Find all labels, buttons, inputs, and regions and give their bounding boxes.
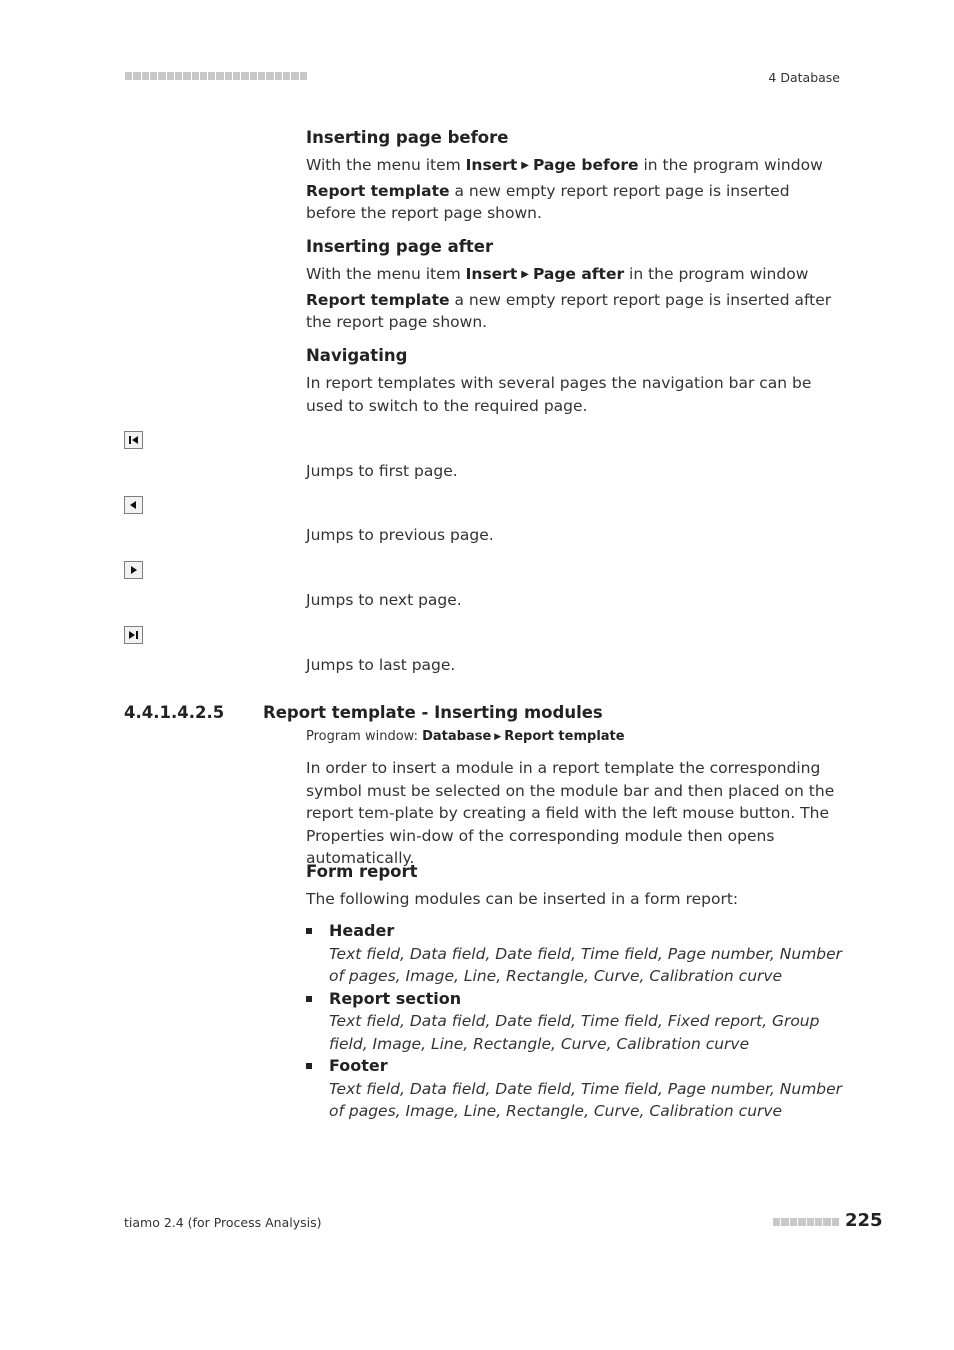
previous-page-icon [124,496,143,514]
bullet-icon [306,928,312,934]
heading-inserting-page-after: Inserting page after [306,237,494,256]
last-page-description: Jumps to last page. [306,656,456,674]
footer-decoration [773,1218,839,1226]
header-decoration [125,72,307,80]
last-page-icon [124,626,143,644]
first-page-description: Jumps to first page. [306,462,458,480]
first-page-icon [124,431,143,449]
list-item: Footer Text field, Data field, Date field, Time field, Page number, Number of pages, Image, Line, Rectangle, Curve, Calibration curve [306,1055,846,1123]
heading-inserting-page-before: Inserting page before [306,128,509,147]
heading-navigating: Navigating [306,346,408,365]
bullet-icon [306,996,312,1002]
section-number: 4.4.1.4.2.5 [124,703,225,722]
module-list [306,920,846,1123]
paragraph-inserting-page-before: With the menu item Insert ▶ Page before in the program window Report template a new empty report report page is inserted before the report page shown. [306,156,823,222]
form-report-text: The following modules can be inserted in a form report: [306,890,739,908]
next-page-description: Jumps to next page. [306,591,462,609]
section-title: Report template - Inserting modules [263,703,603,722]
paragraph-navigating: In report templates with several pages the navigation bar can be used to switch to the required page. [306,374,812,415]
chapter-title: 4 Database [768,70,840,85]
bullet-icon [306,1063,312,1069]
footer-product: tiamo 2.4 (for Process Analysis) [124,1215,322,1230]
paragraph-inserting-page-after: With the menu item Insert ▶ Page after in the program window Report template a new empty report report page is inserted after the report page shown. [306,265,832,331]
intro-paragraph: In order to insert a module in a report template the corresponding symbol must be selected on the module bar and then placed on the report tem-plate by creating a field with the left mouse button. The Properties win-dow of the corresponding module then opens automatically. [306,759,835,867]
list-item: Report section Text field, Data field, Date field, Time field, Fixed report, Group field, Image, Line, Rectangle, Curve, Calibration curve [306,988,846,1056]
heading-form-report: Form report [306,862,418,881]
program-window-path: Program window: Database ▶ Report template [306,729,625,744]
next-page-icon [124,561,143,579]
page-number: 225 [845,1210,883,1231]
previous-page-description: Jumps to previous page. [306,526,494,544]
list-item: Header Text field, Data field, Date field, Time field, Page number, Number of pages, Image, Line, Rectangle, Curve, Calibration curve [306,920,846,988]
